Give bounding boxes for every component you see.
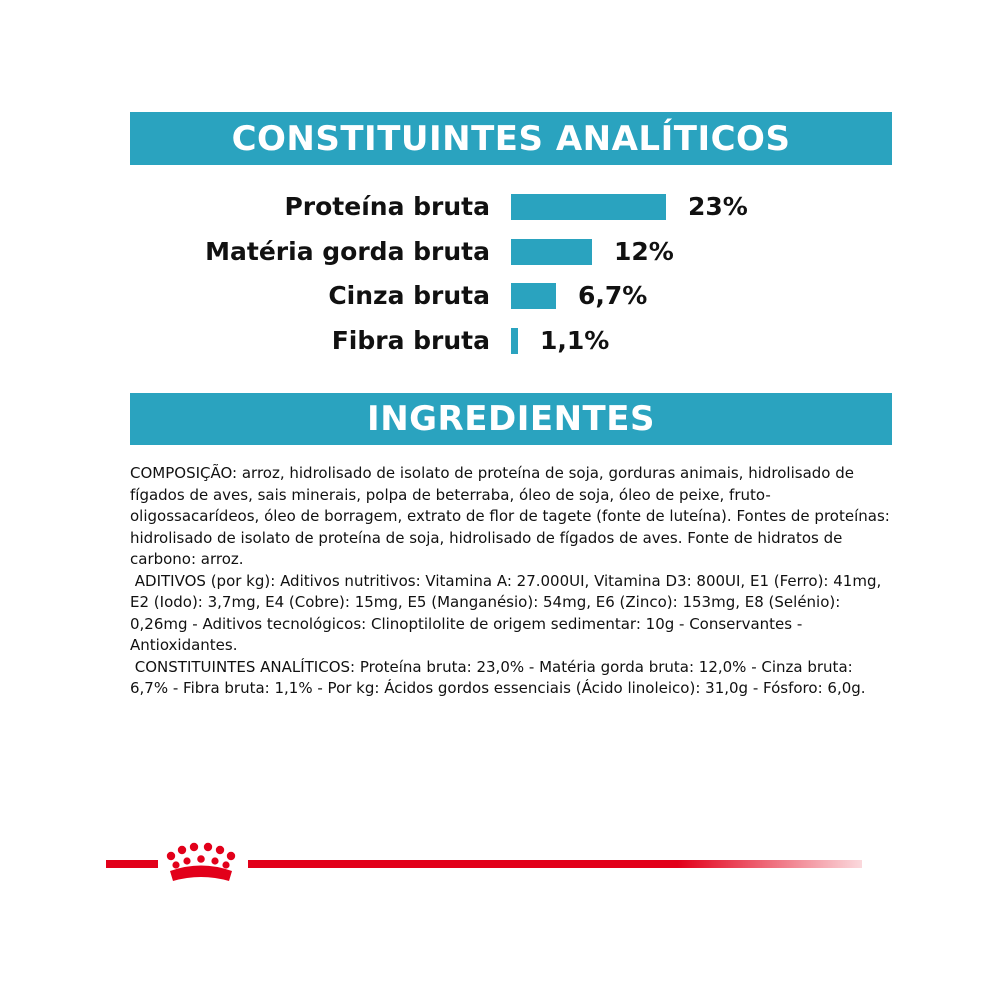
ingredients-header — [130, 393, 892, 445]
analytics-value: 1,1% — [540, 326, 610, 355]
constituents-paragraph: CONSTITUINTES ANALÍTICOS: Proteína bruta: 23,0% - Matéria gorda bruta: 12,0% - Cinza bruta: 6,7% - Fibra bruta: 1,1% - Por kg: Ácidos gordos essenciais (Ácido linoleico): 31,0g - Fósforo: 6,0g. — [130, 657, 866, 697]
analytics-label: Matéria gorda bruta — [205, 237, 490, 266]
analytics-bar — [511, 239, 592, 265]
analytics-bar — [511, 328, 518, 354]
footer-line-left — [106, 860, 158, 868]
analytics-bar — [511, 283, 556, 309]
analytics-label: Cinza bruta — [328, 281, 490, 310]
footer-line-right — [248, 860, 862, 868]
ingredients-text — [130, 463, 892, 700]
analytics-value: 12% — [614, 237, 674, 266]
analytics-title: CONSTITUINTES ANALÍTICOS — [231, 118, 791, 159]
analytics-row-fat — [0, 232, 1000, 272]
additives-paragraph: ADITIVOS (por kg): Aditivos nutritivos: Vitamina A: 27.000UI, Vitamina D3: 800UI, E1 (Ferro): 41mg, E2 (Iodo): 3,7mg, E4 (Cobre): 15mg, E5 (Manganésio): 54mg, E6 (Zinco): 153mg, E8 (Selénio): 0,26mg - Aditivos tecnológicos: Clinoptilolite de origem sedimentar: 10g - Conservantes - Antioxidantes. — [130, 571, 887, 654]
analytics-row-ash — [0, 276, 1000, 316]
analytics-label: Fibra bruta — [331, 326, 490, 355]
analytics-label: Proteína bruta — [284, 192, 490, 221]
analytics-bar — [511, 194, 666, 220]
analytics-row-protein — [0, 187, 1000, 227]
analytics-value: 6,7% — [578, 281, 648, 310]
analytics-header — [130, 112, 892, 165]
composition-paragraph: COMPOSIÇÃO: arroz, hidrolisado de isolato de proteína de soja, gorduras animais, hidrolisado de fígados de aves, sais minerais, polpa de beterraba, óleo de soja, óleo de peixe, fruto-oligossacarídeos, óleo de borragem, extrato de flor de tagete (fonte de luteína). Fontes de proteínas: hidrolisado de isolato de proteína de soja, hidrolisado de fígados de aves. Fonte de hidratos de carbono: arroz. — [130, 464, 890, 568]
ingredients-title: INGREDIENTES — [367, 399, 655, 439]
crown-logo-icon — [156, 838, 246, 888]
analytics-row-fiber — [0, 321, 1000, 361]
analytics-value: 23% — [688, 192, 748, 221]
